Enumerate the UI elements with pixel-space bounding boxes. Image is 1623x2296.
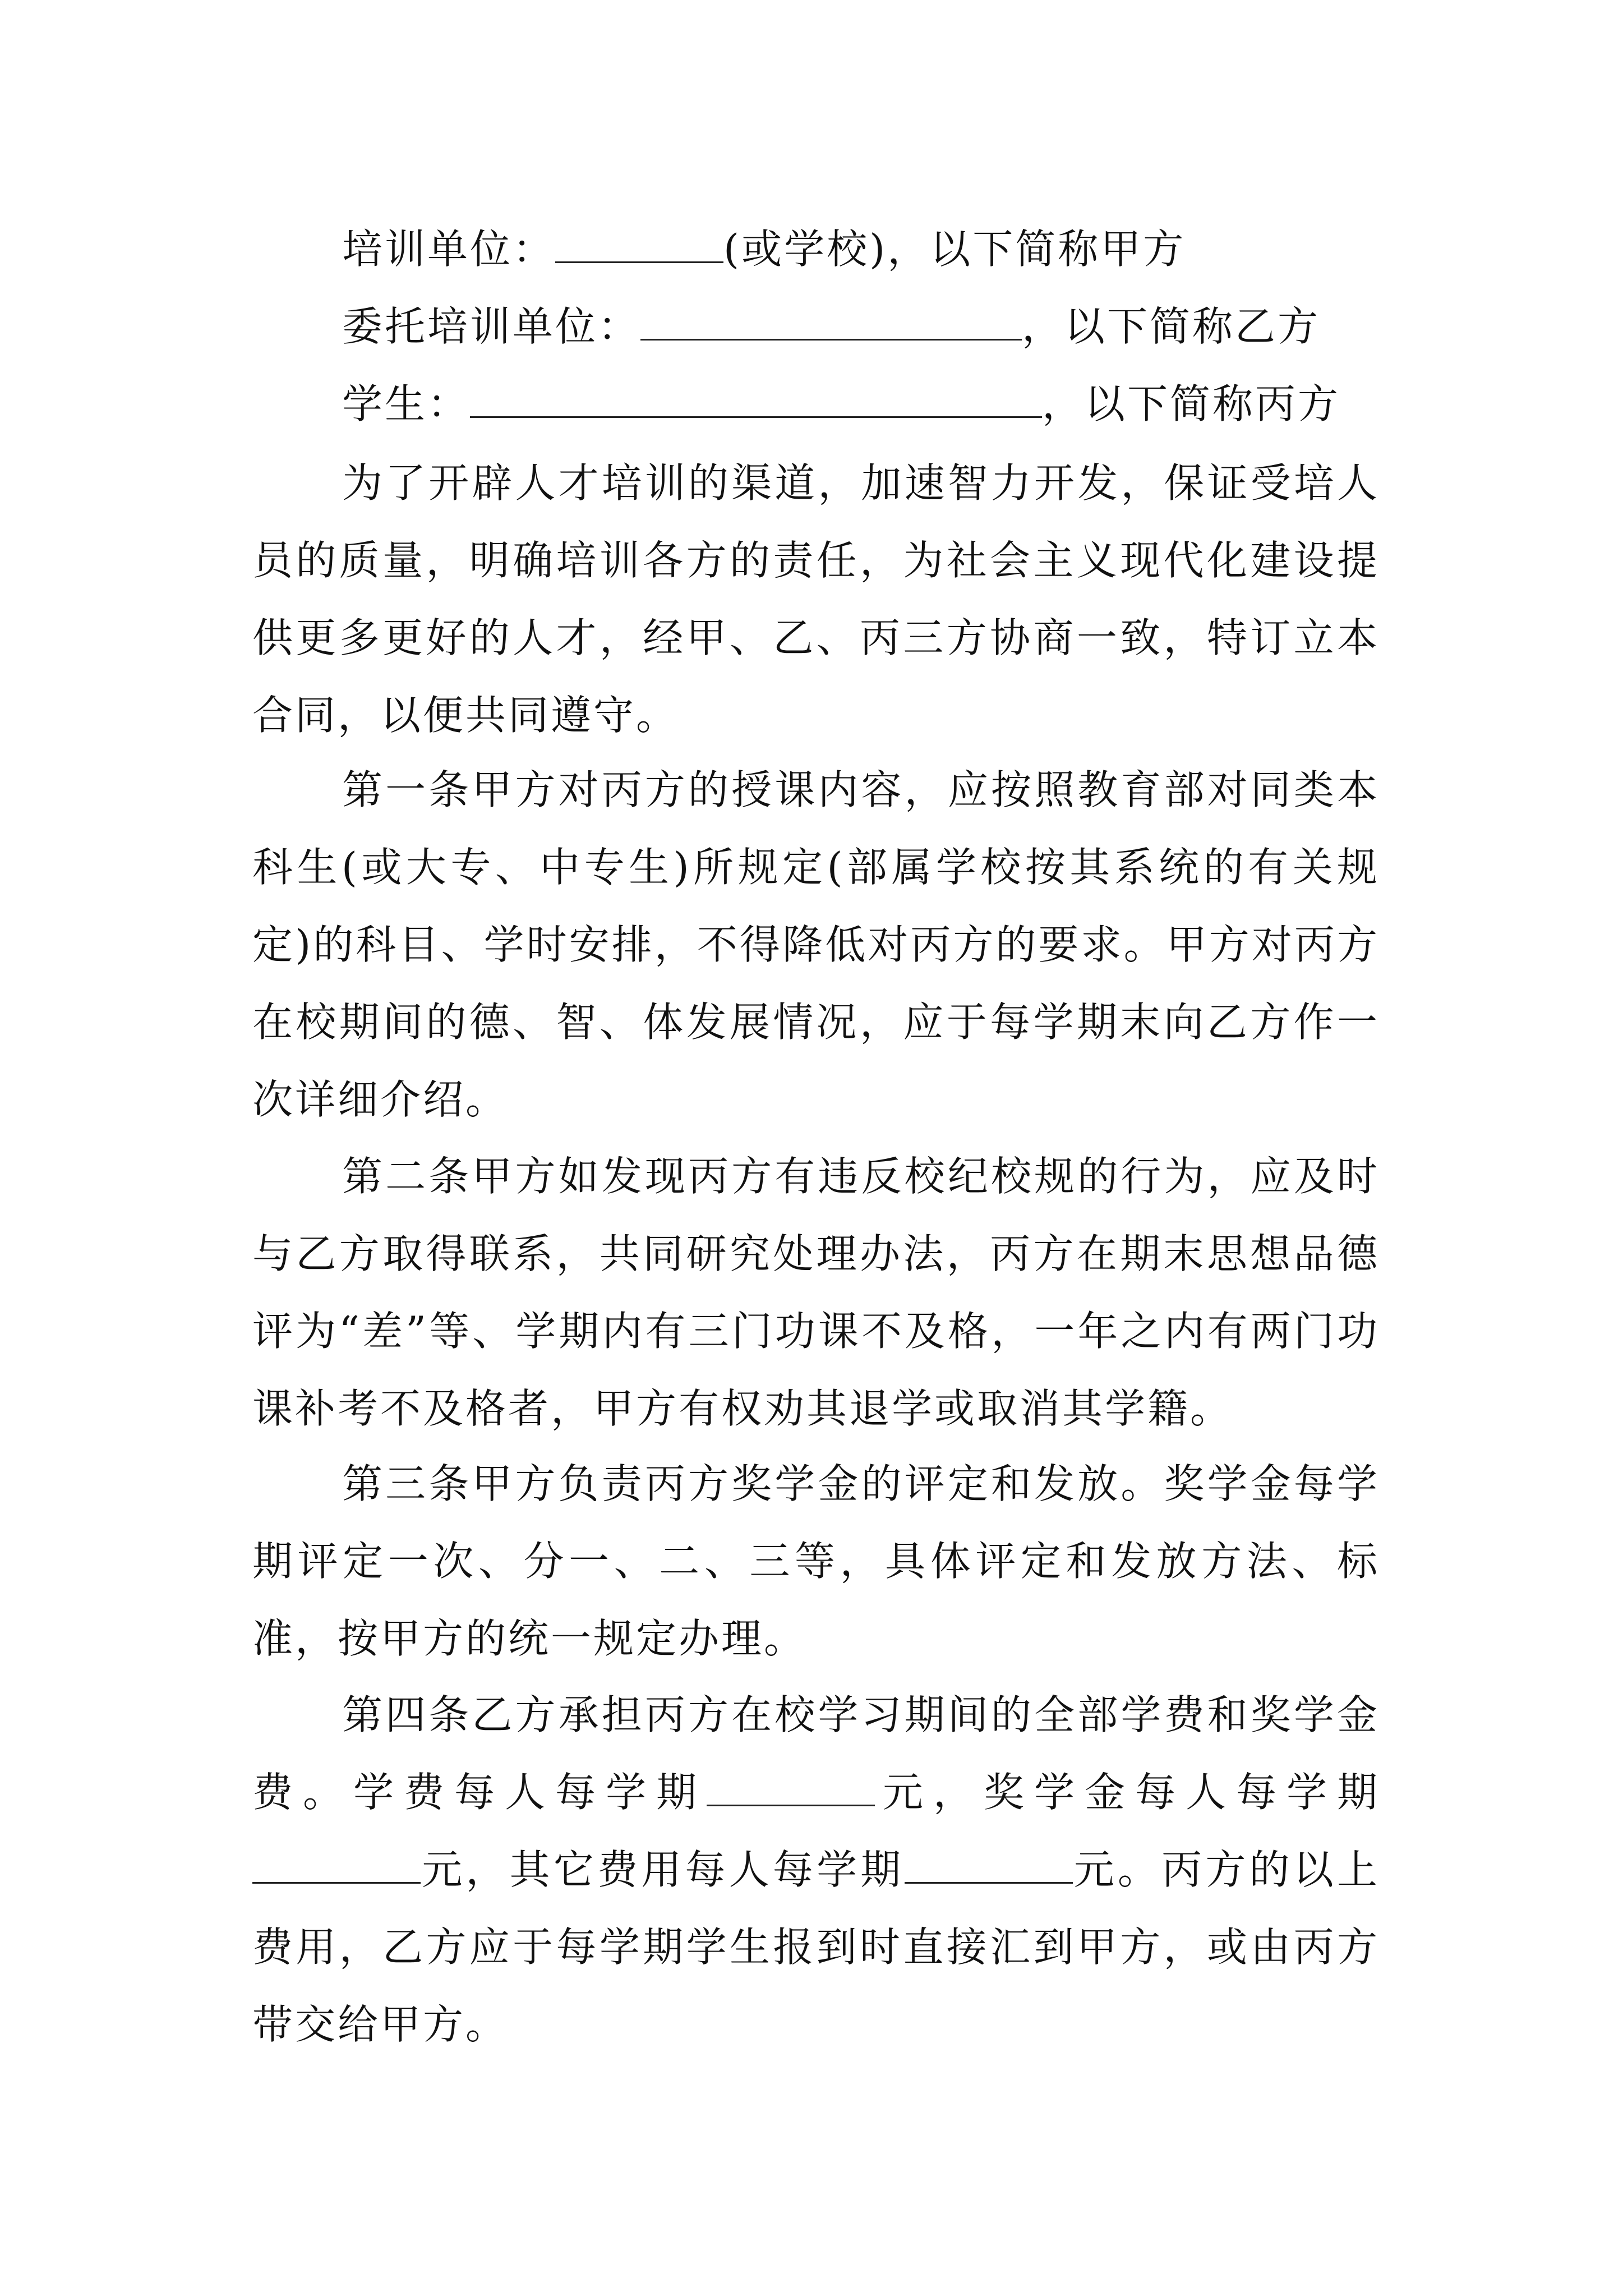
student-label: 学生： bbox=[342, 380, 471, 427]
article-4-part-2: 元，奖学金每人每学期 bbox=[875, 1769, 1380, 1816]
article-3-paragraph: 第三条甲方负责丙方奖学金的评定和发放。奖学金每学期评定一次、分一、二、三等，具体评定和发放方法、标准，按甲方的统一规定办理。 bbox=[252, 1460, 1380, 1662]
party-header bbox=[252, 210, 1380, 443]
article-4-paragraph bbox=[252, 1676, 1380, 2063]
student-line bbox=[252, 365, 1380, 443]
tuition-blank bbox=[707, 1765, 875, 1806]
client-suffix: ，以下简称乙方 bbox=[1022, 303, 1321, 350]
article-1-paragraph: 第一条甲方对丙方的授课内容，应按照教育部对同类本科生(或大专、中专生)所规定(部属学校按其系统的有关规定)的科目、学时安排，不得降低对丙方的要求。甲方对丙方在校期间的德、智、体发展情况，应于每学期末向乙方作一次详细介绍。 bbox=[252, 766, 1380, 1123]
intro-block bbox=[252, 444, 1380, 754]
article-1-block bbox=[252, 751, 1380, 1138]
trainer-blank bbox=[555, 222, 723, 263]
other-fee-blank bbox=[905, 1843, 1073, 1884]
client-label: 委托培训单位： bbox=[342, 303, 641, 350]
scholarship-blank bbox=[252, 1843, 421, 1884]
intro-paragraph: 为了开辟人才培训的渠道，加速智力开发，保证受培人员的质量，明确培训各方的责任，为社会主义现代化建设提供更多更好的人才，经甲、乙、丙三方协商一致，特订立本合同，以便共同遵守。 bbox=[252, 459, 1380, 739]
student-suffix: ，以下简称丙方 bbox=[1042, 380, 1341, 427]
client-line bbox=[252, 288, 1380, 365]
student-blank bbox=[470, 377, 1042, 418]
article-4-part-4: 元。丙方的以上费用，乙方应于每学期学生报到时直接汇到甲方，或由丙方带交给甲方。 bbox=[252, 1846, 1380, 2048]
article-4-part-1: 第四条乙方承担丙方在校学习期间的全部学费和奖学金费。学费每人每学期 bbox=[252, 1691, 1380, 1816]
trainer-suffix: (或学校)，以下简称甲方 bbox=[723, 226, 1186, 273]
article-2-block bbox=[252, 1138, 1380, 1447]
trainer-line bbox=[252, 210, 1380, 288]
trainer-label: 培训单位： bbox=[342, 226, 556, 273]
article-4-block bbox=[252, 1676, 1380, 2063]
article-4-part-3: 元，其它费用每人每学期 bbox=[421, 1846, 905, 1893]
article-3-block bbox=[252, 1445, 1380, 1677]
client-blank bbox=[640, 300, 1022, 341]
article-2-paragraph: 第二条甲方如发现丙方有违反校纪校规的行为，应及时与乙方取得联系，共同研究处理办法，丙方在期末思想品德评为“差”等、学期内有三门功课不及格，一年之内有两门功课补考不及格者，甲方有权劝其退学或取消其学籍。 bbox=[252, 1153, 1380, 1432]
